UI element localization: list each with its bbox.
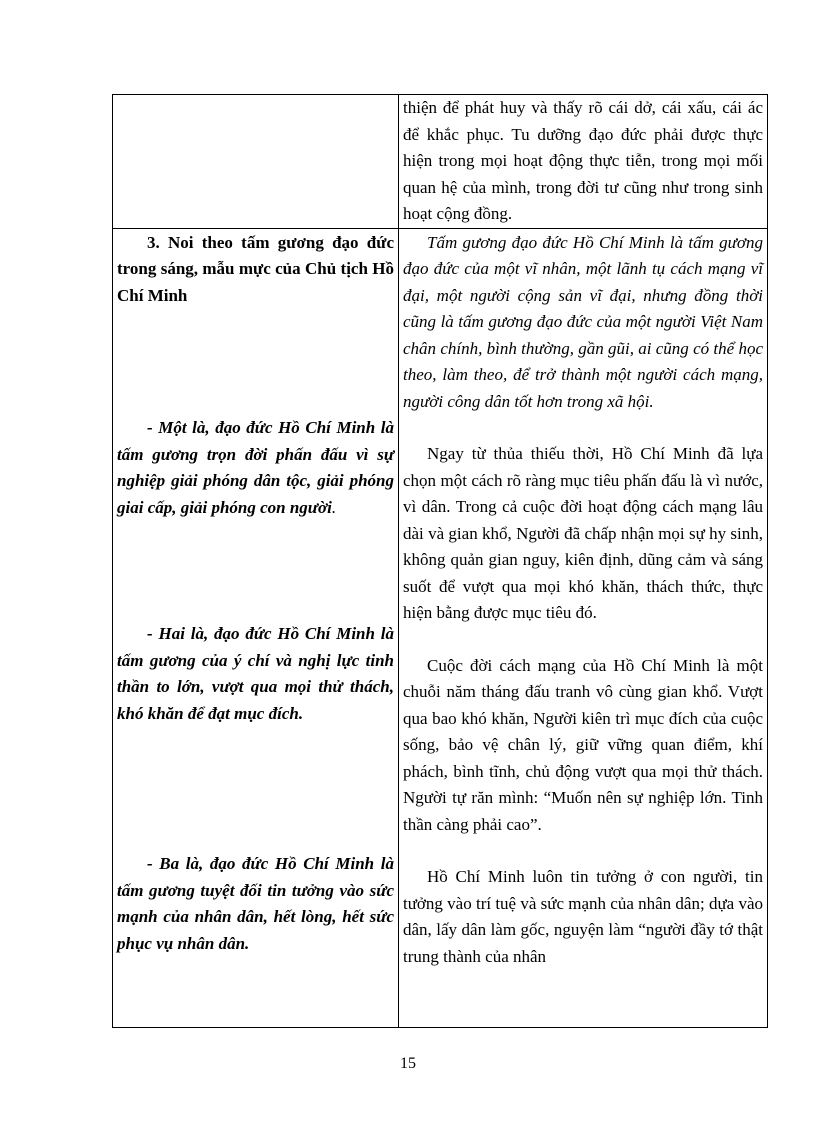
point-three-paragraph: Hồ Chí Minh luôn tin tưởng ở con người, tin tưởng vào trí tuệ và sức mạnh của nhân dân; dựa vào dân, lấy dân làm gốc, nguyện làm “người đầy tớ thật trung thành của nhân (403, 867, 763, 966)
table-row (113, 228, 768, 1027)
point-three-title: - Ba là, đạo đức Hồ Chí Minh là tấm gương tuyệt đối tin tưởng vào sức mạnh của nhân dân, hết lòng, hết sức phục vụ nhân dân. (117, 854, 394, 953)
point-one-title (117, 415, 394, 521)
table-cell-left (113, 95, 399, 229)
table-cell-right (399, 95, 768, 229)
point-one-title-end: . (331, 497, 337, 517)
continued-paragraph: thiện để phát huy và thấy rõ cái dở, cái xấu, cái ác để khắc phục. Tu dưỡng đạo đức phải được thực hiện trong mọi hoạt động thực tiễn, trong mọi mối quan hệ của mình, trong đời tư cũng như trong sinh hoạt cộng đồng. (403, 98, 763, 223)
point-one-title-text: - Một là, đạo đức Hồ Chí Minh là tấm gương trọn đời phấn đấu vì sự nghiệp giải phóng dân tộc, giải phóng giai cấp, giải phóng con người (117, 418, 394, 517)
content-table (112, 94, 768, 1028)
table-cell-left (113, 228, 399, 1027)
page-number: 15 (400, 1055, 416, 1072)
table-row (113, 95, 768, 229)
point-two-paragraph: Cuộc đời cách mạng của Hồ Chí Minh là một chuỗi năm tháng đấu tranh vô cùng gian khổ. Vượt qua bao khó khăn, Người kiên trì mục đích của cuộc sống, bảo vệ chân lý, giữ vững quan điểm, khí phách, bình tĩnh, chủ động vượt qua mọi thử thách. Người tự răn mình: “Muốn nên sự nghiệp lớn. Tinh thần càng phải cao”. (403, 655, 763, 834)
point-one-paragraph: Ngay từ thủa thiếu thời, Hồ Chí Minh đã lựa chọn một cách rõ ràng mục tiêu phấn đấu là vì nước, vì dân. Trong cả cuộc đời hoạt động cách mạng lâu dài và gian khổ, Người đã chấp nhận mọi sự hy sinh, không quản gian nguy, kiên định, dũng cảm và sáng suốt để vượt qua mọi khó khăn, thách thức, thực hiện bằng được mục tiêu đó. (403, 444, 763, 622)
table-cell-right (399, 228, 768, 1027)
point-two-title: - Hai là, đạo đức Hồ Chí Minh là tấm gương của ý chí và nghị lực tinh thần to lớn, vượt qua mọi thử thách, khó khăn để đạt mục đích. (117, 624, 394, 723)
intro-paragraph: Tấm gương đạo đức Hồ Chí Minh là tấm gương đạo đức của một vĩ nhân, một lãnh tụ cách mạng vĩ đại, một người cộng sản vĩ đại, nhưng đồng thời cũng là tấm gương đạo đức của một người Việt Nam chân chính, bình thường, gần gũi, ai cũng có thể học theo, làm theo, để trở thành một người cách mạng, người công dân tốt hơn trong xã hội. (403, 232, 763, 411)
section-heading: 3. Noi theo tấm gương đạo đức trong sáng, mẫu mực của Chủ tịch Hồ Chí Minh (117, 232, 394, 305)
